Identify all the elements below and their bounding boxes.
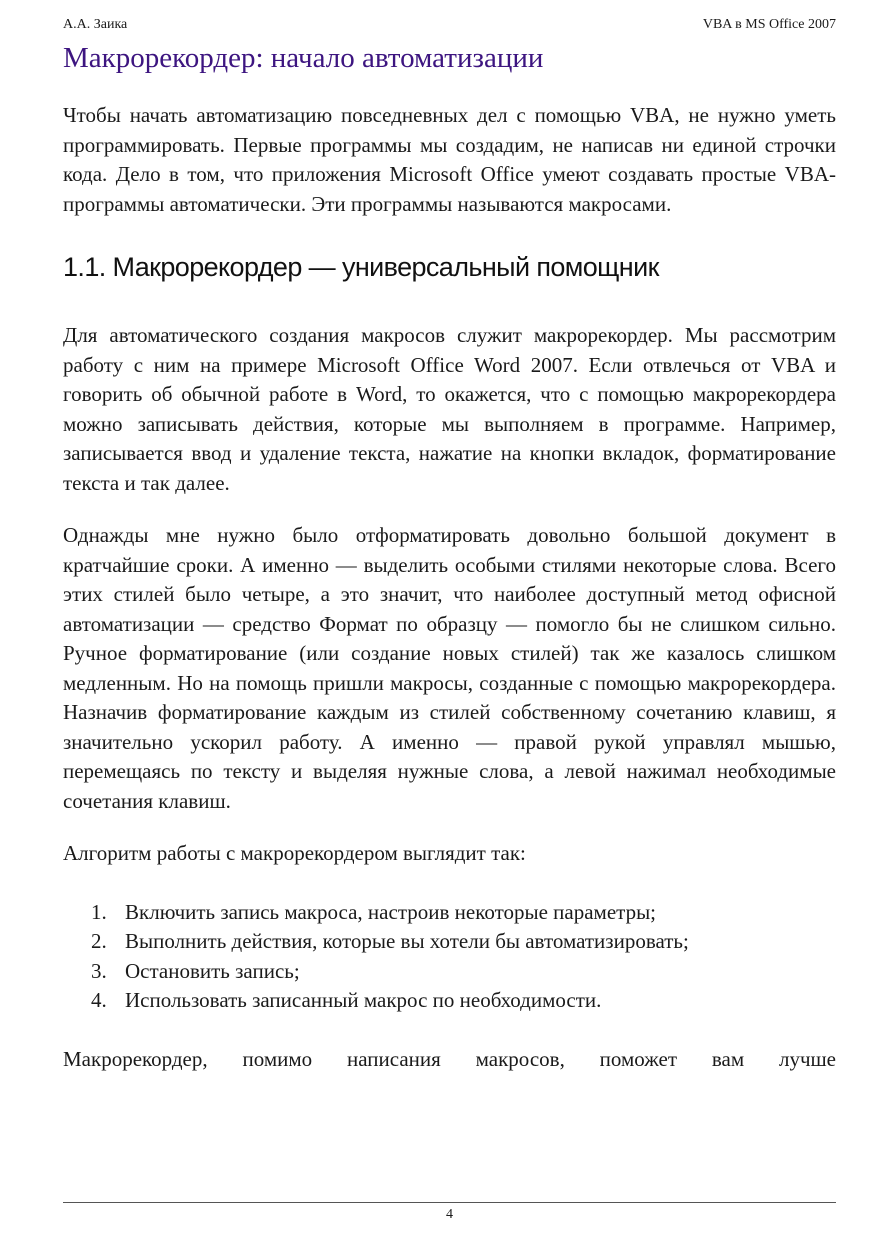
footer-divider — [63, 1202, 836, 1203]
body-paragraph: Для автоматического создания макросов служит макрорекордер. Мы рассмотрим работу с ним на примере Microsoft Office Word 2007. Если отвлечься от VBA и говорить об обычной работе в Word, то окажется, что с помощью макрорекордера можно записывать действия, которые мы выполняем в программе. Например, записывается ввод и удаление текста, нажатие на кнопки вкладок, форматирование текста и так далее. — [63, 323, 836, 495]
list-item — [63, 927, 836, 957]
list-item — [63, 898, 836, 928]
list-item-text: Использовать записанный макрос по необходимости. — [125, 988, 602, 1012]
trailing-paragraph: Макрорекордер, помимо написания макросов, поможет вам лучше — [63, 1046, 836, 1071]
body-paragraph: Алгоритм работы с макрорекордером выглядит так: — [63, 841, 526, 865]
page-number: 4 — [446, 1207, 453, 1222]
list-item-text: Выполнить действия, которые вы хотели бы автоматизировать; — [125, 929, 689, 953]
list-item-text: Остановить запись; — [125, 958, 300, 983]
header-author: А.А. Заика — [63, 17, 128, 32]
list-item-number: 2. — [91, 929, 107, 953]
list-item-text: Включить запись макроса, настроив некоторые параметры; — [125, 899, 657, 924]
list-item-number: 3. — [91, 958, 107, 983]
list-item-number: 1. — [91, 899, 107, 924]
list-item — [63, 957, 836, 987]
page-content — [63, 101, 836, 1074]
list-item-number: 4. — [91, 988, 107, 1012]
list-item — [63, 986, 836, 1016]
header-book-title: VBA в MS Office 2007 — [702, 17, 836, 32]
chapter-title: Макрорекордер: начало автоматизации — [63, 42, 544, 74]
body-paragraph: Однажды мне нужно было отформатировать довольно большой документ в кратчайшие сроки. А именно — выделить особыми стилями некоторые слова. Всего этих стилей было четыре, а это значит, что наиболее доступный метод офисной автоматизации — средство Формат по образцу — помогло бы не слишком сильно. Ручное форматирование (или создание новых стилей) так же казалось слишком медленным. Но на помощь пришли макросы, созданные с помощью макрорекордера. Назначив форматирование каждым из стилей собственному сочетанию клавиш, я значительно ускорил работу. А именно — правой рукой управлял мышью, перемещаясь по тексту и выделяя нужные слова, а левой нажимал необходимые сочетания клавиш. — [63, 523, 836, 813]
intro-paragraph: Чтобы начать автоматизацию повседневных дел с помощью VBA, не нужно уметь программировать. Первые программы мы создадим, не написав ни единой строчки кода. Дело в том, что приложения Microsoft Office умеют создавать простые VBA-программы автоматически. Эти программы называются макросами. — [63, 103, 836, 216]
section-heading: 1.1. Макрорекордер — универсальный помощник — [63, 252, 659, 282]
algorithm-steps-list — [63, 898, 836, 1016]
